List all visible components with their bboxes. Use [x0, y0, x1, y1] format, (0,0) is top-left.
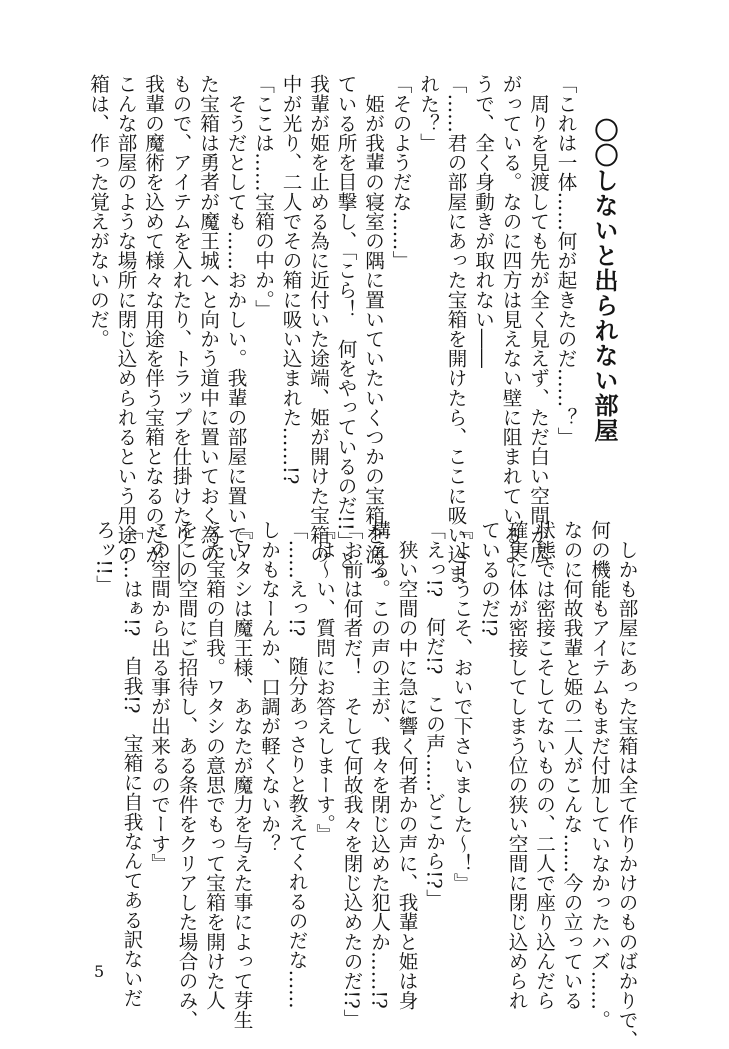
text-line: 箱は、作った覚えがないのだ。: [86, 74, 110, 349]
chapter-title: 〇〇しないと出られない部屋: [590, 118, 618, 443]
text-line: 狭い空間の中に急に響く何者かの声に、我輩と姫は身: [395, 520, 418, 1010]
text-line: 「……はぁ!? 自我!? 宝箱に自我なんてある訳ないだ: [120, 520, 143, 1008]
text-line: 構える。この声の主が、我々を閉じ込めた犯人か……!?: [367, 520, 391, 1009]
text-line: 周りを見渡しても先が全く見えず、ただ白い空間が広: [526, 74, 550, 564]
text-line: 「これは一体……何が起きたのだ……？」: [554, 74, 577, 447]
text-line: この空間から出る事が出来るのでーす』: [147, 520, 171, 873]
text-line: もので、アイテムを入れたり、トラップを仕掛けたり――: [169, 74, 192, 584]
text-line: 何の機能もアイテムもまだ付加していなかったハズ……。: [587, 520, 611, 1030]
text-line: 「……えっ!? 随分あっさりと教えてくれるのだな……: [285, 520, 308, 1009]
text-line: こんな部屋のような場所に閉じ込められるという用途の: [114, 74, 137, 564]
text-line: 『よーうこそ、おいで下さいました～！』: [450, 520, 473, 893]
text-line: 我輩が姫を止める為に近付いた途端、姫が開けた宝箱の: [306, 74, 330, 564]
text-line: うで、全く身動きが取れない――: [471, 74, 495, 368]
text-line: 姫が我輩の寝室の隅に置いていたいくつかの宝箱を漁っ: [361, 74, 385, 584]
bottom-text-block: [92, 520, 640, 1049]
text-line: えた宝箱の自我。ワタシの意思でもって宝箱を開けた人: [202, 520, 226, 1010]
text-line: しかもなーんか、口調が軽くないか？: [257, 520, 281, 854]
text-line: そうだとしても……おかしい。我輩の部屋に置いてい: [224, 74, 247, 564]
text-line: なのに何故我輩と姫の二人がこんな……今の立っている: [560, 520, 583, 1010]
text-line: ているのだ!?: [477, 520, 501, 637]
text-line: た宝箱は勇者が魔王城へと向かう道中に置いておく為の: [196, 74, 220, 564]
text-line: 「お前は何者だ！ そして何故我々を閉じ込めたのだ!?」: [340, 520, 363, 1029]
text-line: 『ワタシは魔王様、あなたが魔力を与えた事によって芽生: [230, 520, 253, 1030]
text-line: をこの空間にご招待し、ある条件をクリアした場合のみ、: [175, 520, 198, 1030]
text-line: がっている。なのに四方は見えない壁に阻まれているよ: [499, 74, 522, 564]
text-line: 「……君の部屋にあった宝箱を開けたら、ここに吸い込ま: [444, 74, 467, 584]
text-line: 我輩の魔術を込めて様々な用途を伴う宝箱となるのだが、: [141, 74, 165, 584]
page-number: 5: [94, 962, 105, 981]
text-line: 「ここは……宝箱の中か。」: [251, 74, 275, 319]
text-line: 『は～い、質問にお答えしまーす。』: [312, 520, 336, 844]
text-line: 状態では密接こそしてないものの、二人で座り込んだら: [532, 520, 556, 1010]
text-line: ろッ!!」: [92, 520, 116, 595]
text-line: 中が光り、二人でその箱に吸い込まれた……!?: [279, 74, 302, 485]
text-line: 確実に体が密接してしまう位の狭い空間に閉じ込められ: [505, 520, 528, 1010]
text-line: 「えっ!? 何だ!? この声……どこから!?」: [422, 520, 446, 909]
text-line: れた？」: [416, 74, 440, 153]
text-line: 「そのようだな……」: [389, 74, 412, 270]
text-line: ている所を目撃し、「こら！ 何をやっているのだ!!」と: [334, 74, 357, 570]
text-line: しかも部屋にあった宝箱は全て作りかけのものばかりで、: [615, 520, 638, 1049]
